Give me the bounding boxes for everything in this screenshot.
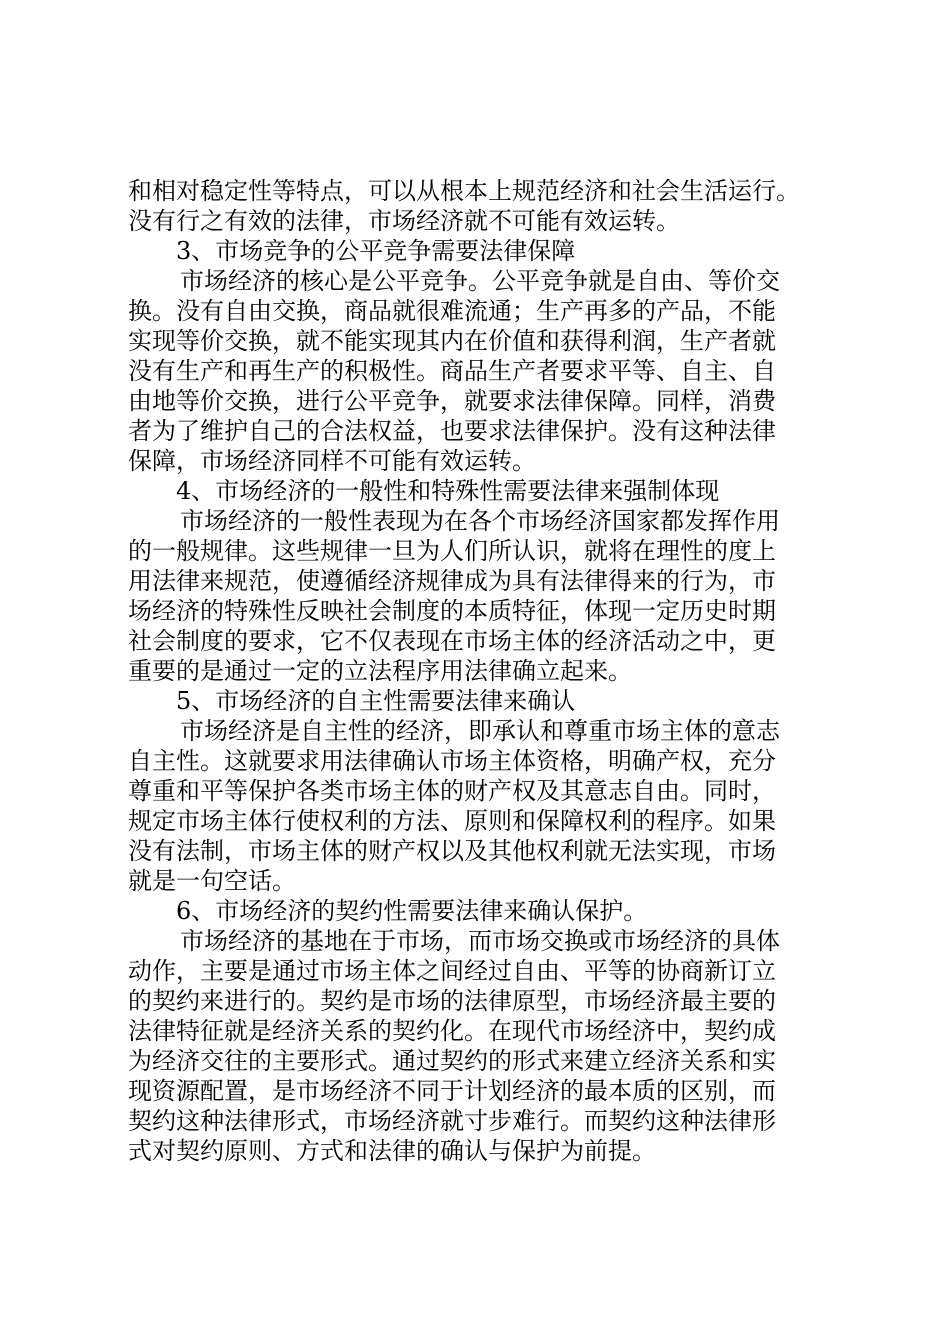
text-line: 和相对稳定性等特点，可以从根本上规范经济和社会生活运行。 (128, 177, 800, 205)
text-line: 市场经济的核心是公平竞争。公平竞争就是自由、等价交 (180, 267, 780, 295)
text-line: 的一般规律。这些规律一旦为人们所认识，就将在理性的度上 (128, 537, 776, 565)
section-heading: 4、市场经济的一般性和特殊性需要法律来强制体现 (176, 477, 720, 505)
text-line: 式对契约原则、方式和法律的确认与保护为前提。 (128, 1137, 656, 1165)
text-line: 重要的是通过一定的立法程序用法律确立起来。 (128, 657, 632, 685)
text-line: 社会制度的要求，它不仅表现在市场主体的经济活动之中，更 (128, 627, 776, 655)
text-line: 者为了维护自己的合法权益，也要求法律保护。没有这种法律 (128, 417, 776, 445)
text-line: 规定市场主体行使权利的方法、原则和保障权利的程序。如果 (128, 807, 776, 835)
text-line: 市场经济是自主性的经济，即承认和尊重市场主体的意志 (180, 717, 780, 745)
text-line: 动作，主要是通过市场主体之间经过自由、平等的协商新订立 (128, 957, 776, 985)
text-line: 现资源配置，是市场经济不同于计划经济的最本质的区别，而 (128, 1077, 776, 1105)
document-body (128, 176, 828, 1166)
text-line: 由地等价交换，进行公平竞争，就要求法律保障。同样，消费 (128, 387, 776, 415)
section-heading: 3、市场竞争的公平竞争需要法律保障 (176, 237, 576, 265)
section-heading: 5、市场经济的自主性需要法律来确认 (176, 687, 576, 715)
text-line: 市场经济的一般性表现为在各个市场经济国家都发挥作用 (180, 507, 780, 535)
text-line: 法律特征就是经济关系的契约化。在现代市场经济中，契约成 (128, 1017, 776, 1045)
text-line: 没有生产和再生产的积极性。商品生产者要求平等、自主、自 (128, 357, 776, 385)
section-heading: 6、市场经济的契约性需要法律来确认保护。 (176, 897, 648, 925)
text-line: 自主性。这就要求用法律确认市场主体资格，明确产权，充分 (128, 747, 776, 775)
text-line: 没有行之有效的法律，市场经济就不可能有效运转。 (128, 207, 680, 235)
text-line: 尊重和平等保护各类市场主体的财产权及其意志自由。同时， (128, 777, 776, 805)
text-line: 场经济的特殊性反映社会制度的本质特征，体现一定历史时期 (128, 597, 776, 625)
text-line: 契约这种法律形式，市场经济就寸步难行。而契约这种法律形 (128, 1107, 776, 1135)
text-line: 没有法制，市场主体的财产权以及其他权利就无法实现，市场 (128, 837, 776, 865)
text-line: 实现等价交换，就不能实现其内在价值和获得利润，生产者就 (128, 327, 776, 355)
text-line: 市场经济的基地在于市场，而市场交换或市场经济的具体 (180, 927, 780, 955)
text-line: 就是一句空话。 (128, 867, 296, 895)
text-line: 的契约来进行的。契约是市场的法律原型，市场经济最主要的 (128, 987, 776, 1015)
text-line: 保障，市场经济同样不可能有效运转。 (128, 447, 536, 475)
document-page (128, 176, 828, 1166)
text-line: 为经济交往的主要形式。通过契约的形式来建立经济关系和实 (128, 1047, 776, 1075)
text-line: 换。没有自由交换，商品就很难流通；生产再多的产品，不能 (128, 297, 776, 325)
text-line: 用法律来规范，使遵循经济规律成为具有法律得来的行为，市 (128, 567, 776, 595)
